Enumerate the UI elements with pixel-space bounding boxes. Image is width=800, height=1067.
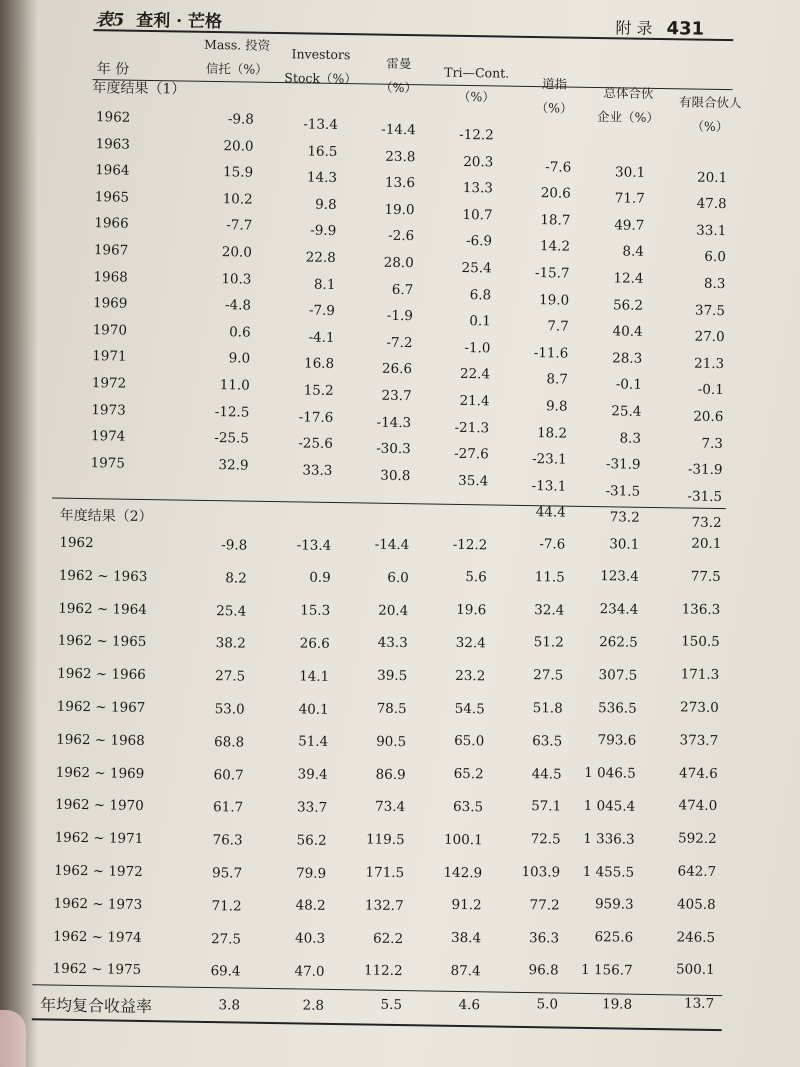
table-cell: 234.4 [599, 601, 639, 618]
table-cell: 23.2 [455, 667, 486, 685]
table-cell: 62.2 [372, 930, 404, 947]
year-range-label: 1962 ~ 1964 [58, 600, 147, 618]
table-cell: 592.2 [677, 830, 717, 848]
table-cell: 0.1 [469, 313, 491, 330]
table-cell: 6.8 [469, 286, 492, 304]
table-cell: 171.3 [680, 666, 720, 684]
table-cell: 19.0 [384, 201, 415, 218]
table-cell: -31.9 [687, 461, 723, 479]
table-cell: 20.3 [463, 153, 494, 171]
column-header-1-l2: 信托（%） [205, 60, 268, 77]
table-cell: -14.3 [376, 414, 412, 431]
table-cell: -31.5 [687, 488, 723, 505]
column-header-7-l1: 有限合伙人 [678, 94, 742, 111]
table-cell: 32.4 [455, 634, 486, 652]
table-cell: -1.0 [464, 339, 491, 357]
year-range-label: 1962 ~ 1966 [57, 665, 146, 684]
table-cell: 8.4 [622, 243, 645, 261]
year-range-label: 1962 ~ 1971 [54, 829, 144, 848]
table-cell: -12.5 [214, 403, 250, 421]
table-cell: 65.0 [454, 733, 485, 750]
table-cell: 65.2 [453, 765, 484, 783]
table-cell: -25.6 [298, 435, 333, 453]
table-cell: 262.5 [599, 634, 638, 651]
table-cell: -13.4 [296, 536, 332, 554]
year-label: 1966 [94, 215, 129, 233]
table-cell: 30.1 [614, 163, 646, 181]
table-cell: 71.7 [614, 190, 645, 207]
table-cell: 474.6 [678, 765, 718, 782]
table-cell: 76.3 [212, 832, 243, 849]
table-cell: 10.7 [462, 206, 493, 224]
table-cell: 12.4 [613, 270, 644, 287]
year-range-label: 1962 ~ 1965 [57, 633, 147, 651]
table-cell: -7.2 [386, 334, 413, 351]
table-cell: 69.4 [210, 963, 241, 980]
table-cell: 142.9 [443, 864, 483, 881]
column-header-2-l1: Investors [291, 46, 351, 63]
column-header-5-l2: （%） [535, 100, 573, 116]
table-cell: 16.5 [307, 143, 338, 160]
column-header-4-l1: Tri—Cont. [444, 64, 510, 81]
table-cell: 150.5 [681, 633, 720, 651]
cagr-value: 13.7 [683, 995, 715, 1012]
table-cell: 91.2 [451, 897, 482, 914]
table-cell: 73.4 [374, 799, 406, 816]
table-cell: 0.9 [309, 569, 331, 587]
table-cell: 123.4 [600, 568, 639, 586]
table-cell: 33.7 [296, 799, 328, 816]
table-cell: 53.0 [214, 701, 245, 718]
table-cell: -7.7 [226, 217, 253, 235]
table-cell: 112.2 [363, 962, 403, 980]
table-cell: 28.0 [383, 254, 414, 272]
table-cell: 32.4 [534, 601, 565, 619]
table-cell: 11.0 [219, 377, 250, 394]
table-cell: -4.1 [308, 329, 335, 346]
table-cell: 103.9 [521, 863, 561, 881]
column-header-7-l2: （%） [691, 118, 729, 135]
table-cell: 1 156.7 [580, 961, 633, 979]
running-header [615, 15, 704, 39]
table-cell: 20.0 [221, 244, 252, 261]
table-cell: 9.0 [228, 350, 251, 368]
table-cell: 22.4 [459, 366, 491, 383]
table-cell: 96.8 [528, 962, 559, 979]
year-label: 1972 [91, 375, 127, 392]
table-cell: 21.3 [693, 355, 725, 372]
year-column-header: 年 份 [96, 61, 130, 78]
year-label: 1963 [95, 135, 131, 153]
table-cell: -4.8 [224, 297, 252, 314]
table-cell: -17.6 [298, 408, 334, 426]
year-range-label: 1962 ~ 1968 [56, 731, 145, 749]
year-range-label: 1962 ~ 1967 [56, 698, 146, 717]
table-cell: 87.4 [450, 962, 481, 980]
table-cell: 11.5 [534, 568, 565, 586]
table-cell: 1 336.3 [583, 830, 635, 848]
column-header-2-l2: Stock（%） [284, 70, 358, 87]
year-label: 1962 [95, 109, 131, 126]
table-cell: 51.4 [298, 733, 329, 751]
cagr-value: 4.6 [458, 996, 481, 1013]
table-cell: 1 045.4 [583, 797, 636, 815]
table-cell: 1 455.5 [582, 863, 635, 881]
table-cell: 1 046.5 [584, 765, 636, 782]
table-cell: 23.7 [381, 387, 412, 405]
year-label: 1970 [92, 321, 128, 339]
table-cell: 273.0 [679, 699, 719, 717]
table-cell: 38.4 [450, 929, 482, 947]
table-cell: -23.1 [531, 451, 567, 468]
table-cell: 8.1 [313, 276, 336, 293]
table-cell: 119.5 [365, 831, 405, 849]
table-cell: 15.9 [222, 164, 254, 181]
year-label: 1973 [91, 401, 126, 419]
table-cell: 21.4 [459, 392, 490, 410]
table-cell: -7.6 [539, 536, 566, 553]
table-cell: 60.7 [213, 766, 244, 784]
table-cell: 9.8 [545, 398, 568, 415]
table-cell: 20.0 [223, 137, 254, 155]
section-name: 附 录 [615, 18, 653, 38]
table-cell: 136.3 [681, 601, 721, 618]
table-cell: 6.7 [391, 281, 414, 298]
table-cell: 20.6 [540, 185, 571, 202]
table-cell: 100.1 [443, 831, 483, 849]
table-cell: 63.5 [452, 798, 484, 816]
table-cell: 79.9 [295, 864, 327, 882]
table-cell: 57.1 [531, 798, 562, 815]
table-cell: 19.6 [456, 601, 487, 619]
table-cell: 36.3 [528, 929, 560, 947]
table-cell: 500.1 [675, 961, 715, 979]
table-cell: 71.2 [211, 897, 242, 915]
table-cell: 44.5 [531, 765, 562, 783]
column-header-5-l1: 道指 [541, 76, 568, 92]
table-cell: 15.3 [300, 602, 331, 620]
table-cell: 38.2 [215, 635, 246, 652]
year-range-label: 1962 [59, 534, 94, 552]
section-1-label: 年度结果（1） [92, 80, 186, 98]
table-cell: 78.5 [376, 700, 407, 718]
bottom-rule [32, 1018, 722, 1031]
table-cell: 44.4 [535, 504, 566, 521]
table-cell: 61.7 [212, 799, 244, 816]
table-cell: 14.2 [539, 238, 571, 256]
year-label: 1968 [93, 268, 128, 286]
table-cell: 8.3 [619, 430, 642, 447]
year-label: 1967 [93, 242, 129, 259]
table-cell: 20.4 [378, 602, 409, 619]
table-cell: 6.0 [704, 249, 726, 266]
table-cell: 536.5 [597, 699, 637, 717]
table-cell: 33.1 [696, 222, 727, 239]
table-cell: 15.2 [303, 382, 334, 399]
year-range-label: 1962 ~ 1974 [52, 928, 142, 946]
page-number: 431 [666, 18, 705, 40]
table-cell: 18.2 [536, 424, 568, 442]
table-cell: 73.2 [609, 509, 640, 527]
table-cell: -1.9 [386, 307, 414, 325]
column-header-6-l1: 总体合伙 [603, 85, 654, 101]
table-cell: 39.5 [377, 667, 408, 685]
section-2-label: 年度结果（2） [59, 507, 153, 526]
table-cell: 27.5 [210, 930, 242, 948]
table-cell: -25.5 [214, 430, 250, 447]
table-cell: 23.8 [385, 148, 416, 165]
table-cell: -15.7 [534, 265, 570, 282]
table-cell: 37.5 [694, 302, 726, 319]
table-cell: -31.9 [605, 456, 641, 473]
table-cell: -14.4 [381, 121, 416, 139]
table-cell: 0.6 [229, 324, 251, 341]
table-cell: 793.6 [597, 732, 637, 750]
table-cell: -9.8 [227, 111, 255, 128]
year-range-label: 1962 ~ 1969 [55, 764, 145, 782]
year-label: 1971 [92, 348, 127, 366]
table-cell: 40.1 [298, 700, 329, 718]
year-label: 1965 [94, 188, 130, 206]
table-cell: 8.7 [546, 371, 569, 389]
table-cell: 73.2 [691, 514, 722, 532]
table-cell: 26.6 [381, 361, 413, 378]
table-cell: 28.3 [612, 350, 643, 367]
table-cell: 51.2 [533, 634, 564, 651]
table-cell: -9.9 [310, 222, 337, 240]
table-cell: 20.1 [696, 169, 728, 186]
cagr-value: 5.5 [380, 996, 403, 1014]
table-cell: 25.4 [216, 602, 247, 620]
table-cell: 56.2 [296, 832, 327, 849]
table-cell: 32.9 [218, 456, 249, 474]
table-cell: 19.0 [538, 291, 570, 309]
table-cell: -14.4 [374, 536, 410, 554]
year-range-label: 1962 ~ 1972 [54, 862, 143, 881]
table-cell: 68.8 [213, 733, 245, 751]
table-cell: 40.4 [612, 323, 643, 340]
table-cell: 26.6 [299, 635, 330, 652]
year-range-label: 1962 ~ 1970 [55, 797, 144, 815]
table-cell: 474.0 [678, 797, 718, 815]
table-cell: 14.1 [299, 668, 330, 685]
table-cell: -21.3 [454, 419, 490, 436]
table-cell: -27.6 [453, 446, 489, 463]
column-header-3-l2: （%） [379, 79, 418, 96]
table-cell: 14.3 [306, 169, 338, 187]
table-cell: 95.7 [211, 865, 243, 882]
table-cell: -13.4 [303, 116, 339, 133]
table-cell: 9.8 [315, 196, 337, 213]
cagr-value: 3.8 [218, 997, 241, 1014]
cagr-label: 年均复合收益率 [39, 995, 153, 1017]
year-range-label: 1962 ~ 1975 [52, 960, 142, 979]
table-cell: 6.0 [387, 569, 409, 586]
table-cell: 77.5 [690, 568, 721, 585]
table-cell: 77.2 [529, 896, 560, 914]
table-cell: 13.3 [462, 180, 494, 197]
table-cell: -30.3 [376, 440, 411, 458]
table-cell: 63.5 [532, 732, 563, 750]
column-header-6-l2: 企业（%） [596, 109, 660, 126]
table-cell: 10.3 [221, 270, 252, 288]
table-number: 表5 [95, 10, 125, 31]
table-title-text: 查利 · 芒格 [136, 10, 223, 33]
table-cell: 51.8 [532, 700, 563, 717]
table-cell: -12.2 [452, 536, 488, 553]
year-label: 1964 [95, 162, 130, 179]
table-cell: 307.5 [598, 666, 638, 684]
table-cell: 25.4 [611, 403, 642, 420]
table-cell: 16.8 [303, 355, 335, 373]
table-cell: 20.1 [691, 535, 722, 553]
table-cell: 10.2 [222, 190, 253, 208]
column-header-1-l1: Mass. 投资 [203, 36, 271, 53]
table-cell: 27.5 [215, 668, 246, 685]
table-cell: 20.6 [693, 408, 724, 426]
year-label: 1974 [90, 428, 126, 445]
table-cell: -13.1 [531, 477, 567, 495]
table-cell: 7.7 [547, 318, 569, 335]
table-cell: 373.7 [679, 732, 719, 749]
table-cell: 30.8 [380, 467, 411, 484]
table-title [95, 5, 222, 32]
column-header-3-l1: 雷曼 [386, 55, 412, 72]
table-cell: 39.4 [297, 766, 328, 783]
table-cell: 132.7 [364, 897, 404, 914]
table-cell: 8.2 [225, 570, 247, 587]
year-label: 1975 [90, 454, 126, 472]
table-cell: -31.5 [605, 483, 641, 500]
year-range-label: 1962 ~ 1973 [53, 895, 143, 913]
table-cell: 47.0 [294, 963, 325, 980]
table-cell: 171.5 [365, 864, 405, 882]
table-cell: 72.5 [530, 831, 561, 848]
table-cell: 27.0 [694, 328, 725, 346]
table-cell: 959.3 [594, 896, 634, 914]
table-cell: 5.6 [465, 569, 487, 586]
table-cell: 56.2 [612, 296, 644, 314]
cagr-value: 5.0 [536, 996, 559, 1013]
table-cell: 13.6 [384, 174, 416, 192]
cagr-value: 19.8 [601, 995, 633, 1013]
table-cell: 30.1 [609, 535, 640, 553]
table-cell: -9.8 [221, 537, 248, 554]
table-cell: 49.7 [614, 217, 645, 234]
table-cell: 7.3 [701, 435, 724, 452]
table-cell: 35.4 [458, 472, 489, 490]
table-cell: 8.3 [703, 275, 726, 293]
table-cell: 22.8 [305, 249, 336, 266]
table-cell: 47.8 [696, 195, 727, 213]
table-cell: -7.9 [308, 302, 336, 320]
table-cell: 18.7 [540, 211, 571, 229]
table-cell: 33.3 [302, 462, 333, 479]
table-cell: -2.6 [387, 228, 415, 245]
table-cell: -7.6 [545, 158, 572, 176]
table-cell: -0.1 [697, 382, 724, 399]
year-range-label: 1962 ~ 1963 [58, 567, 148, 585]
table-cell: 27.5 [533, 667, 564, 684]
table-cell: -11.6 [533, 344, 569, 362]
table-cell: -6.9 [465, 233, 493, 250]
table-cell: -12.2 [458, 126, 494, 144]
table-cell: -0.1 [615, 376, 642, 394]
table-cell: 86.9 [375, 766, 406, 783]
year-label: 1969 [92, 295, 128, 312]
table-cell: 25.4 [461, 259, 492, 277]
table-cell: 625.6 [594, 929, 634, 946]
table-cell: 246.5 [676, 928, 716, 946]
table-cell: 48.2 [295, 897, 326, 915]
table-cell: 43.3 [377, 635, 408, 652]
table-cell: 54.5 [454, 700, 485, 717]
table-cell: 642.7 [677, 863, 717, 881]
cagr-value: 2.8 [302, 997, 325, 1014]
table-cell: 90.5 [376, 733, 407, 750]
table-cell: 405.8 [676, 896, 716, 913]
table-cell: 40.3 [294, 930, 326, 947]
column-header-4-l2: （%） [457, 88, 495, 105]
